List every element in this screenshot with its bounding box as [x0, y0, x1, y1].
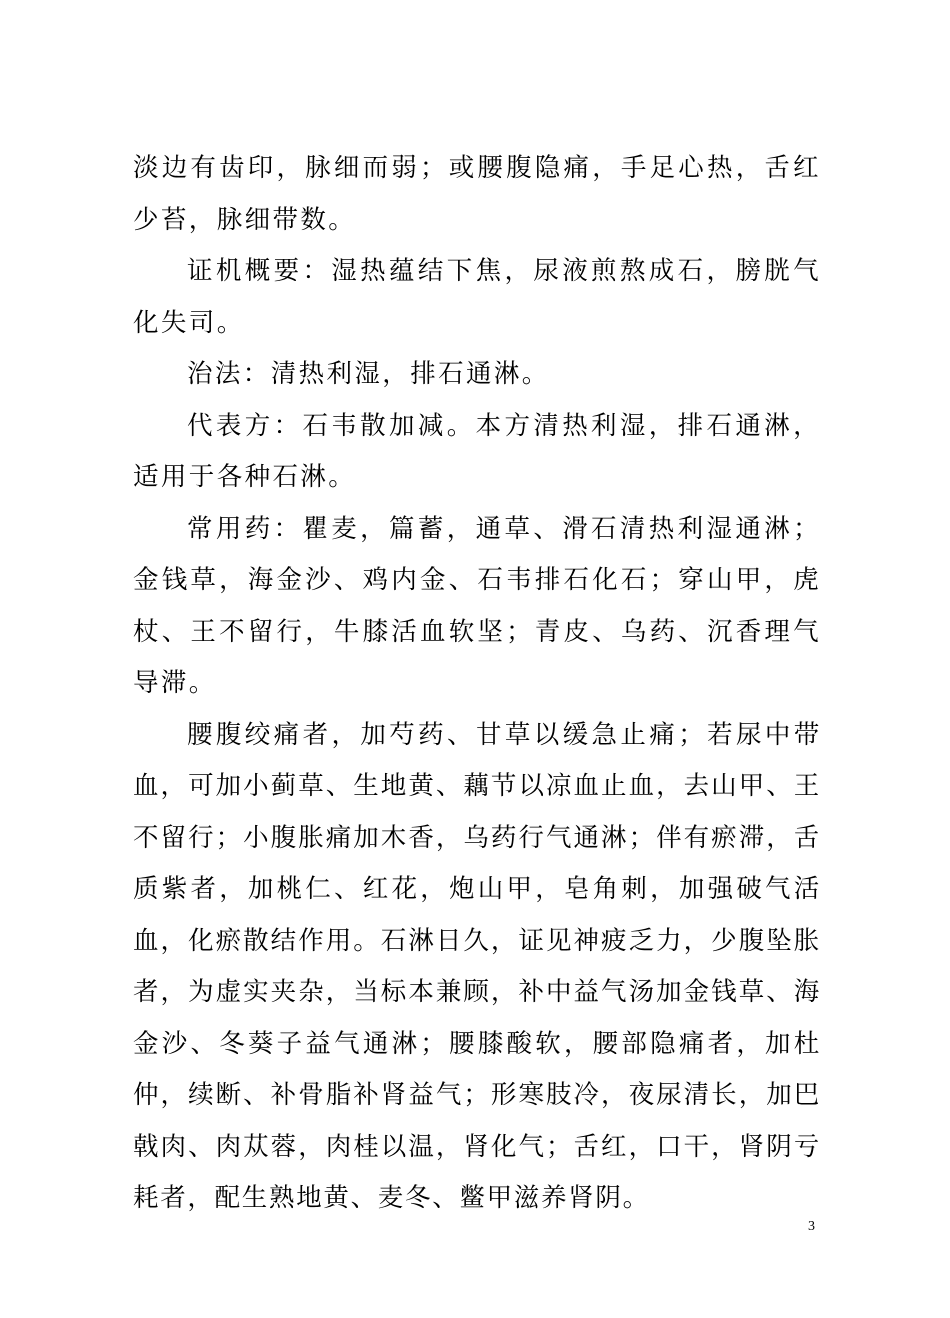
paragraph-representative-formula: 代表方：石韦散加减。本方清热利湿，排石通淋，适用于各种石淋。: [133, 410, 821, 492]
paragraph-common-herbs: 常用药：瞿麦，篇蓄，通草、滑石清热利湿通淋；金钱草，海金沙、鸡内金、石韦排石化石；穿山甲，虎杖、王不留行，牛膝活血软坚；青皮、乌药、沉香理气导滞。: [133, 513, 821, 698]
paragraph-modifications: 腰腹绞痛者，加芍药、甘草以缓急止痛；若尿中带血，可加小蓟草、生地黄、藕节以凉血止血，去山甲、王不留行；小腹胀痛加木香，乌药行气通淋；伴有瘀滞，舌质紫者，加桃仁、红花，炮山甲，皂角刺，加强破气活血，化瘀散结作用。石淋日久，证见神疲乏力，少腹坠胀者，为虚实夹杂，当标本兼顾，补中益气汤加金钱草、海金沙、冬葵子益气通淋；腰膝酸软，腰部隐痛者，加杜仲，续断、补骨脂补肾益气；形寒肢冷，夜尿清长，加巴戟肉、肉苁蓉，肉桂以温，肾化气；舌红，口干，肾阴亏耗者，配生熟地黄、麦冬、鳖甲滋养肾阴。: [133, 719, 821, 1213]
page-number: 3: [808, 1219, 815, 1234]
body-text: [133, 143, 821, 1225]
paragraph-pathogenesis: 证机概要：湿热蕴结下焦，尿液煎熬成石，膀胱气化失司。: [133, 256, 821, 338]
paragraph-continued-symptoms: 淡边有齿印，脉细而弱；或腰腹隐痛，手足心热，舌红少苔，脉细带数。: [133, 153, 821, 235]
paragraph-treatment-method: 治法：清热利湿，排石通淋。: [187, 359, 550, 389]
